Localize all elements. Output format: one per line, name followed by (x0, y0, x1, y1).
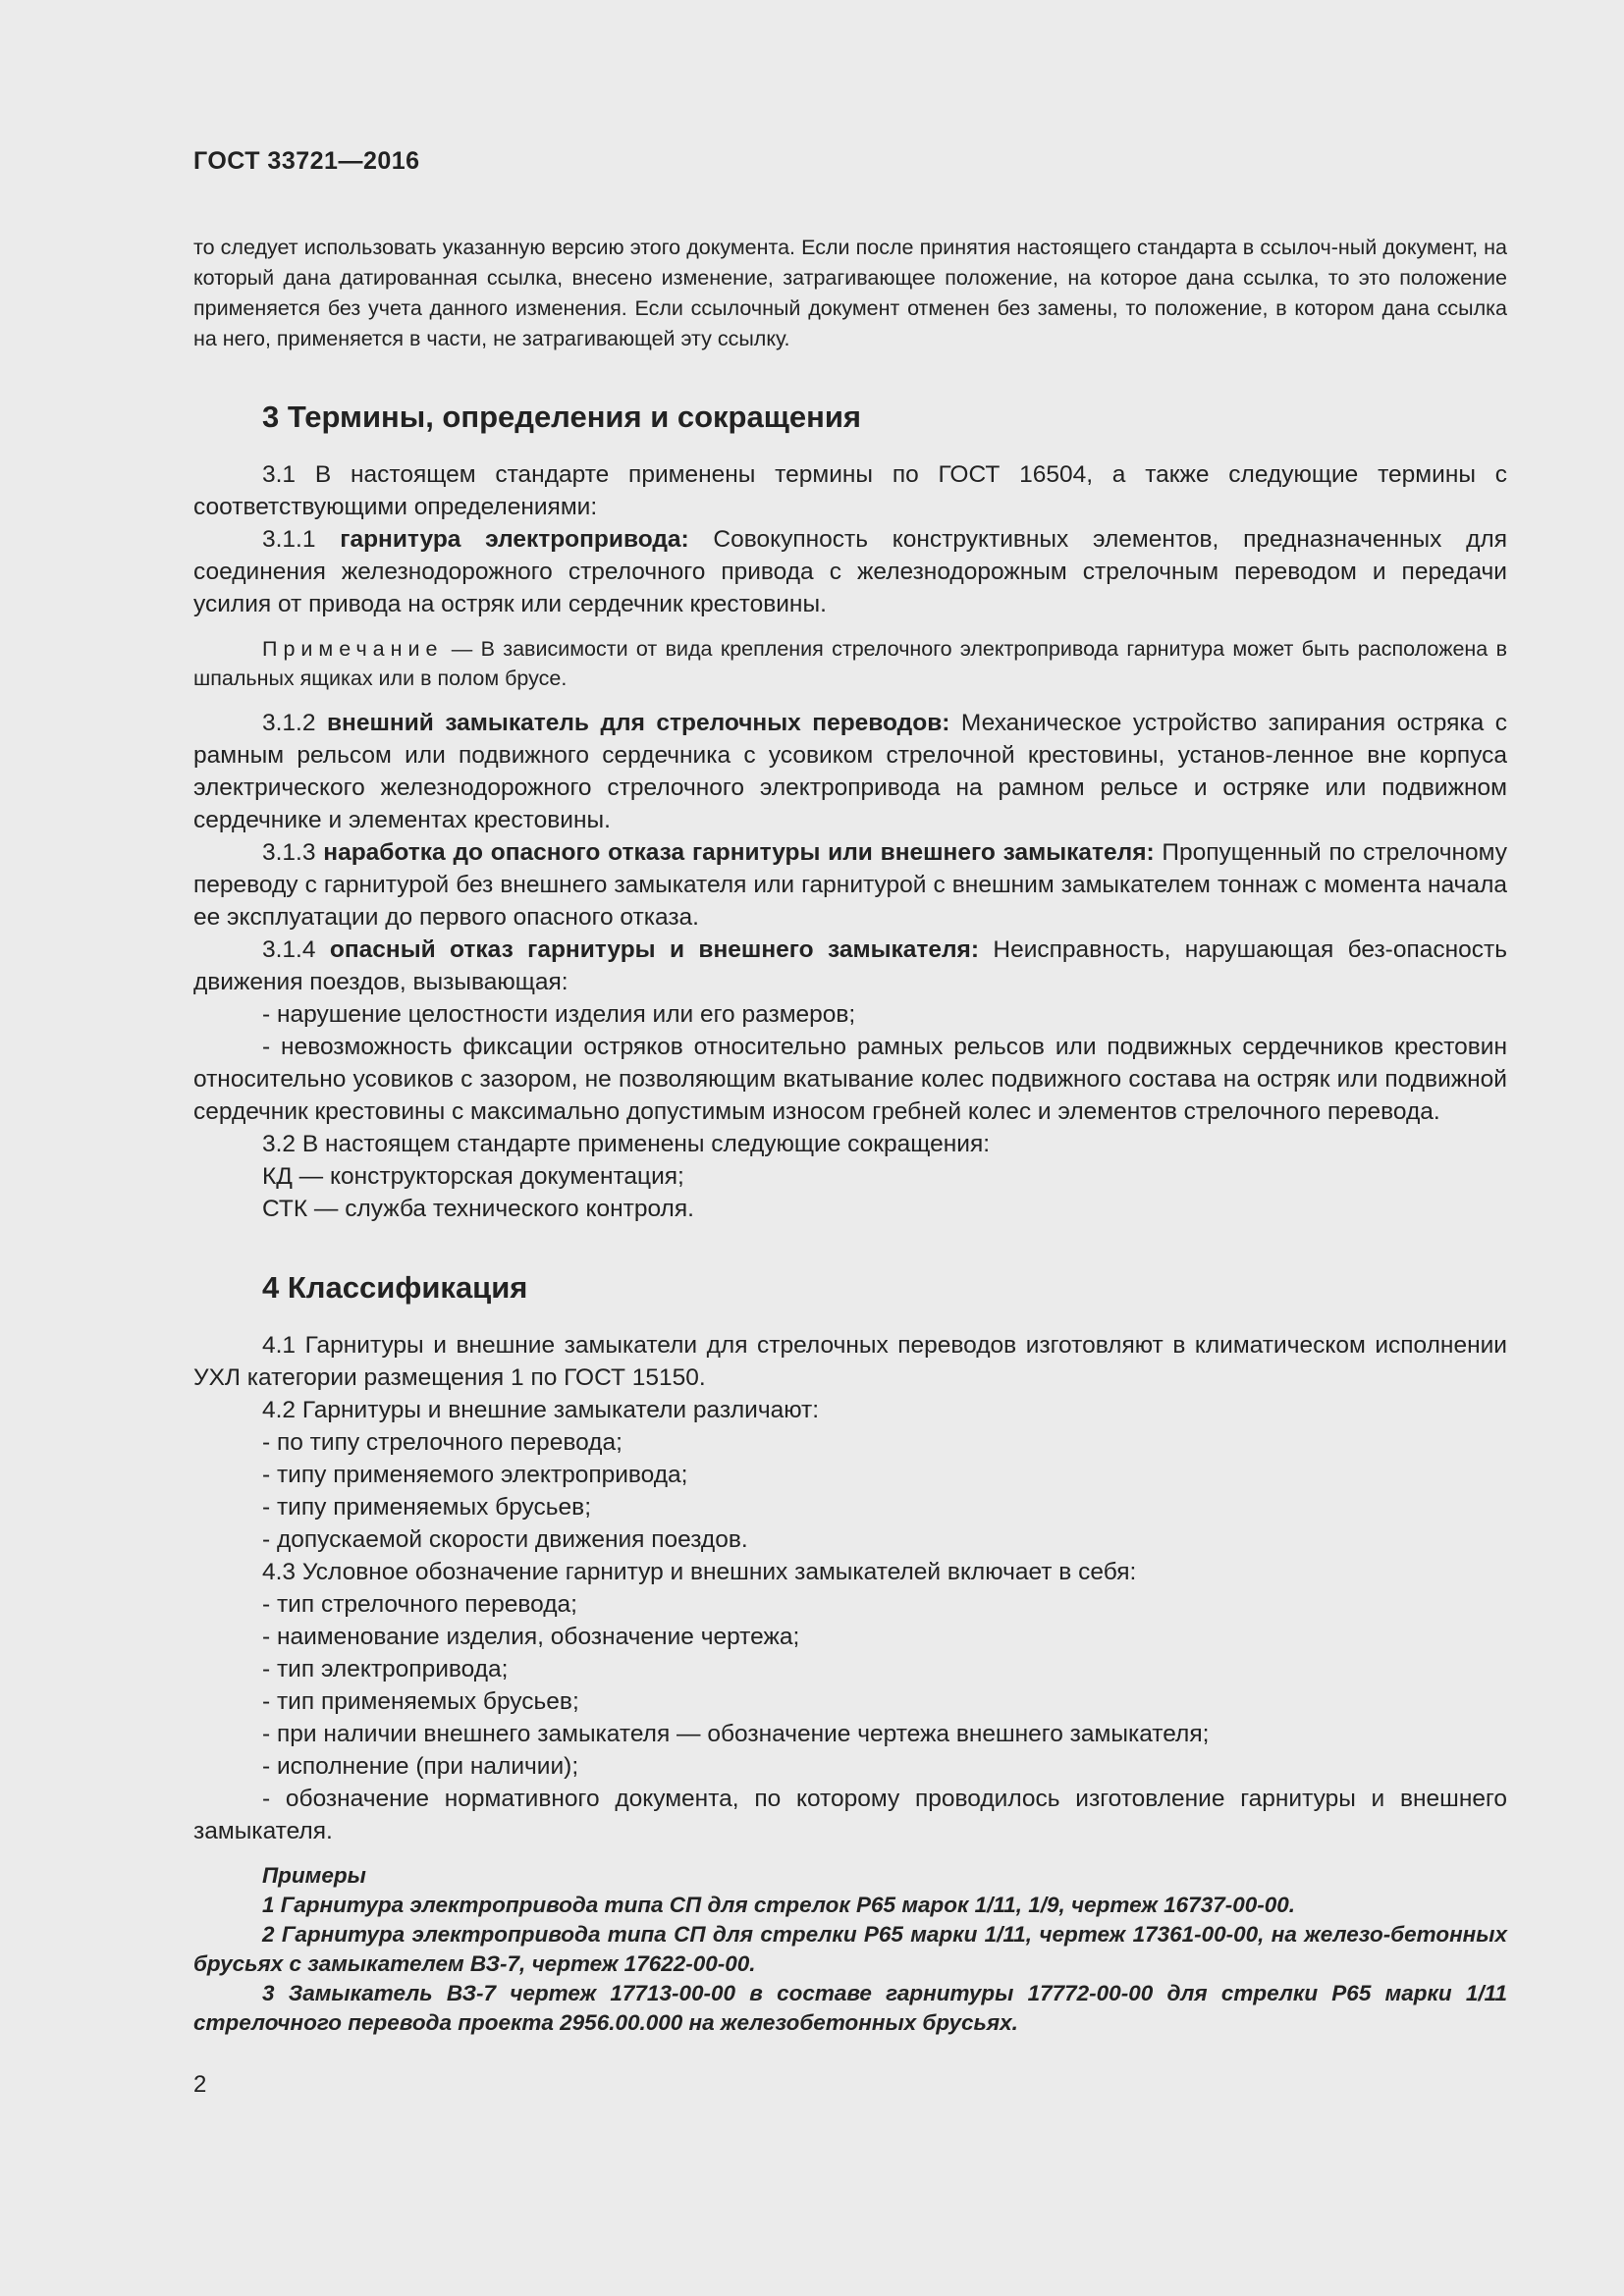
term-garnitura: гарнитура электропривода: (340, 526, 689, 553)
paragraph-4-2: 4.2 Гарнитуры и внешние замыкатели различают: (262, 1397, 820, 1423)
paragraph-3-1-4-number: 3.1.4 (262, 936, 330, 963)
definition-garnitura: Совокупность конструктивных элементов, предназначенных для соединения железнодорожного стрелочного привода с железнодорожным стрелочным переводом и передачи усилия от привода на остряк или сердечник крестовины. (193, 526, 1507, 617)
list-item: - наименование изделия, обозначение чертежа; (262, 1624, 800, 1650)
example-1: 1 Гарнитура электропривода типа СП для стрелок Р65 марок 1/11, 1/9, чертеж 16737-00-00. (262, 1893, 1296, 1917)
term-operating-time: наработка до опасного отказа гарнитуры или внешнего замыкателя: (323, 839, 1155, 866)
page-number: 2 (193, 2071, 207, 2098)
section-4-title: 4 Классификация (262, 1270, 528, 1305)
list-item: - обозначение нормативного документа, по которому проводилось изготовление гарнитуры и внешнего замыкателя. (193, 1786, 1507, 1844)
examples-title: Примеры (262, 1863, 366, 1888)
document-header: ГОСТ 33721—2016 (193, 147, 420, 175)
term-external-lock: внешний замыкатель для стрелочных переводов: (327, 710, 950, 736)
list-item: - по типу стрелочного перевода; (262, 1429, 623, 1456)
list-item: - нарушение целостности изделия или его размеров; (262, 1001, 856, 1028)
abbreviation-stk: СТК — служба технического контроля. (262, 1196, 694, 1222)
example-3: 3 Замыкатель ВЗ-7 чертеж 17713-00-00 в составе гарнитуры 17772-00-00 для стрелки Р65 марки 1/11 стрелочного перевода проекта 2956.00.000 на железобетонных брусьях. (193, 1981, 1507, 2035)
intro-paragraph: то следует использовать указанную версию этого документа. Если после принятия настоящего стандарта в ссылоч-ный документ, на который дана датированная ссылка, внесено изменение, затрагивающее положение, на которое дана ссылка, то это положение применяется без учета данного изменения. Если ссылочный документ отменен без замены, то положение, в котором дана ссылка на него, применяется в части, не затрагивающей эту ссылку. (193, 236, 1507, 350)
document-page (193, 147, 1507, 2038)
list-item: - тип применяемых брусьев; (262, 1688, 579, 1715)
definition-dangerous-failure: Неисправность, нарушающая без-опасность движения поездов, вызывающая: (193, 936, 1507, 995)
paragraph-3-1-1 (193, 523, 1507, 620)
definition-operating-time: Пропущенный по стрелочному переводу с гарнитурой без внешнего замыкателя или гарнитурой с внешним замыкателем тоннаж с момента начала ее эксплуатации до первого опасного отказа. (193, 839, 1507, 931)
list-item: - типу применяемого электропривода; (262, 1462, 688, 1488)
term-dangerous-failure: опасный отказ гарнитуры и внешнего замыкателя: (329, 936, 980, 963)
paragraph-3-1-1-number: 3.1.1 (262, 526, 341, 553)
paragraph-4-1: 4.1 Гарнитуры и внешние замыкатели для стрелочных переводов изготовляют в климатическом исполнении УХЛ категории размещения 1 по ГОСТ 15150. (193, 1332, 1507, 1391)
paragraph-3-1-3 (193, 836, 1507, 934)
definition-external-lock: Механическое устройство запирания остряка с рамным рельсом или подвижного сердечника с усовиком стрелочной крестовины, установ-ленное вне корпуса электрического железнодорожного стрелочного электропривода на рамном рельсе и остряке или подвижном сердечнике и элементах крестовины. (193, 710, 1507, 833)
note-paragraph (193, 634, 1507, 693)
section-3-title: 3 Термины, определения и сокращения (262, 400, 861, 434)
paragraph-4-3: 4.3 Условное обозначение гарнитур и внешних замыкателей включает в себя: (262, 1559, 1137, 1585)
paragraph-3-2: 3.2 В настоящем стандарте применены следующие сокращения: (262, 1131, 991, 1157)
list-item: - невозможность фиксации остряков относительно рамных рельсов или подвижных сердечников крестовин относительно усовиков с зазором, не позволяющим вкатывание колес подвижного состава на остряк или подвижной сердечник крестовины с максимально допустимым износом гребней колес и элементов стрелочного перевода. (193, 1034, 1507, 1125)
paragraph-3-1-2 (193, 707, 1507, 836)
list-item: - тип стрелочного перевода; (262, 1591, 577, 1618)
note-text: — В зависимости от вида крепления стрелочного электропривода гарнитура может быть расположена в шпальных ящиках или в полом брусе. (193, 637, 1507, 690)
paragraph-3-1: 3.1 В настоящем стандарте применены термины по ГОСТ 16504, а также следующие термины с соответствующими определениями: (193, 461, 1507, 520)
list-item: - допускаемой скорости движения поездов. (262, 1526, 748, 1553)
abbreviation-kd: КД — конструкторская документация; (262, 1163, 684, 1190)
list-item: - типу применяемых брусьев; (262, 1494, 591, 1521)
paragraph-3-1-4 (193, 934, 1507, 998)
list-item: - тип электропривода; (262, 1656, 509, 1682)
examples-block (193, 1861, 1507, 2038)
paragraph-3-1-2-number: 3.1.2 (262, 710, 327, 736)
list-item: - при наличии внешнего замыкателя — обозначение чертежа внешнего замыкателя; (262, 1721, 1210, 1747)
example-2: 2 Гарнитура электропривода типа СП для стрелки Р65 марки 1/11, чертеж 17361-00-00, на железо-бетонных брусьях с замыкателем ВЗ-7, чертеж 17622-00-00. (193, 1922, 1507, 1976)
list-item: - исполнение (при наличии); (262, 1753, 579, 1780)
note-label: Примечание (262, 637, 444, 661)
paragraph-3-1-3-number: 3.1.3 (262, 839, 324, 866)
